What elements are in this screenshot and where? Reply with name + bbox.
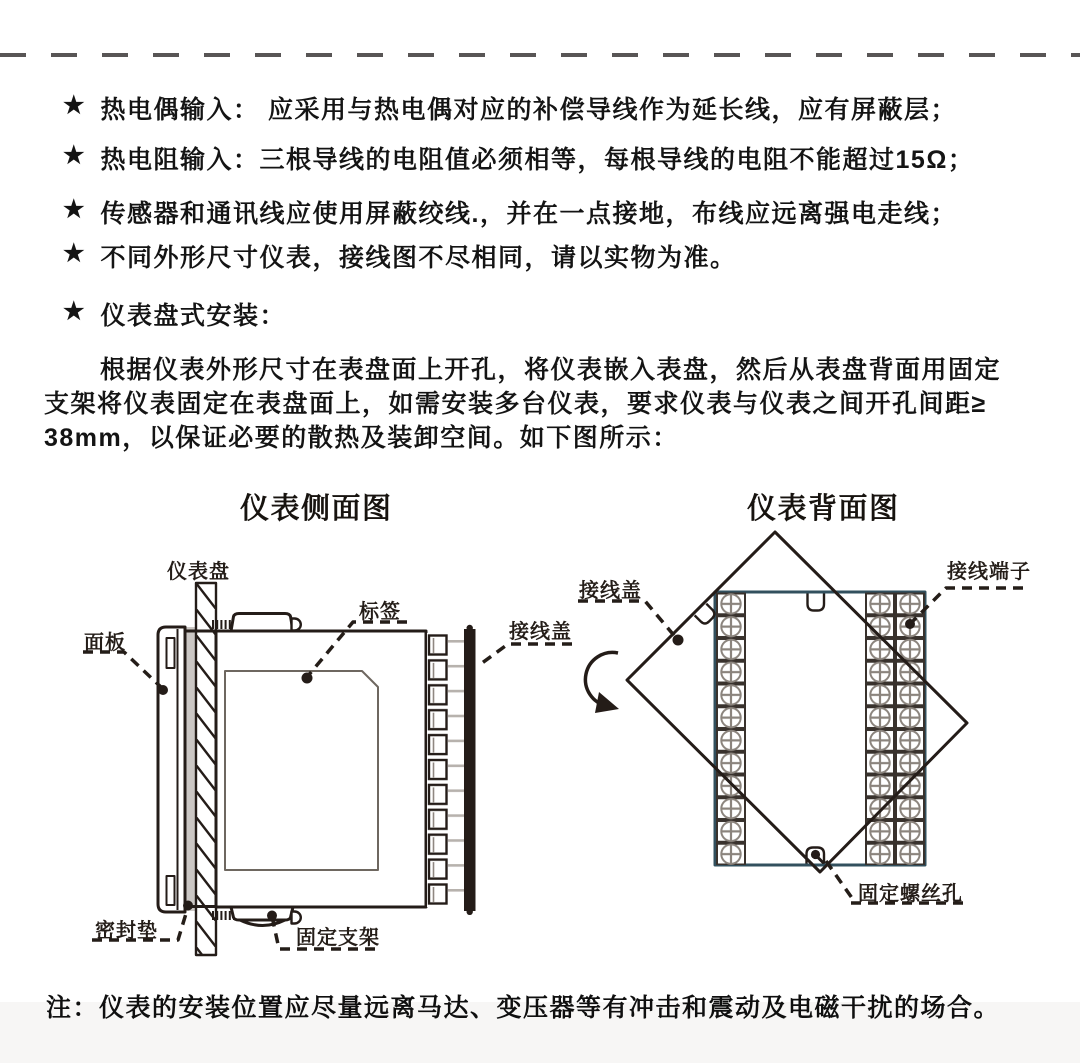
side-view-title: 仪表侧面图 [240, 493, 393, 525]
star-bullet-icon: ★ [63, 298, 85, 325]
star-bullet-icon: ★ [63, 142, 85, 169]
terminal-column-right-b [895, 593, 925, 866]
terminal-column-left [716, 593, 746, 866]
back-label-wiring-cover: 接线盖 [579, 580, 642, 602]
section-header-text: 仪表盘式安装： [100, 302, 287, 330]
bullet-item [63, 90, 957, 126]
front-panel-shape [158, 627, 185, 912]
star-bullet-icon: ★ [63, 196, 85, 223]
bullet-text: 不同外形尺寸仪表，接线图不尽相同，请以实物为准。 [100, 244, 737, 272]
bullet-text: 热电偶输入： 应采用与热电偶对应的补偿导线作为延长线，应有屏蔽层； [100, 96, 957, 124]
fixing-bracket-bottom [212, 907, 301, 926]
bullet-text: 热电阻输入：三根导线的电阻值必须相等，每根导线的电阻不能超过15Ω； [100, 146, 975, 174]
star-bullet-icon: ★ [63, 240, 85, 267]
back-view-drawing [578, 532, 1023, 903]
side-label-seal-gasket: 密封垫 [95, 920, 158, 942]
bullet-item [63, 194, 957, 230]
callout-dot-bracket [267, 911, 277, 921]
side-label-wiring-cover: 接线盖 [509, 621, 572, 643]
paragraph-line: 支架将仪表固定在表盘面上，如需安装多台仪表，要求仪表与仪表之间开孔间距≥ [44, 390, 987, 418]
callout-dot-gasket [183, 901, 193, 911]
top-latch-tab [808, 594, 825, 611]
callout-dot-terminal [905, 619, 915, 629]
paragraph-line: 38mm，以保证必要的散热及装卸空间。如下图所示： [44, 424, 679, 452]
back-label-screw-hole: 固定螺丝孔 [858, 883, 963, 905]
bullet-item [63, 238, 737, 274]
side-label-panel-board: 仪表盘 [167, 561, 230, 583]
wiring-cover-bar [464, 625, 476, 915]
callout-dot-front-panel [158, 685, 168, 695]
mounting-panel-hatched-bar [196, 583, 216, 955]
side-label-front-panel: 面板 [84, 632, 126, 654]
side-view-drawing [83, 583, 572, 955]
fixing-bracket-top [212, 614, 301, 632]
back-label-terminals: 接线端子 [947, 561, 1031, 583]
bottom-note: 注：仪表的安装位置应尽量远离马达、变压器等有冲击和震动及电磁干扰的场合。 [46, 994, 1001, 1022]
terminal-rungs [448, 640, 465, 906]
side-label-fixing-bracket: 固定支架 [296, 927, 380, 949]
callout-dot-cover [673, 635, 684, 646]
bullet-text: 传感器和通讯线应使用屏蔽绞线.，并在一点接地，布线应远离强电走线； [100, 200, 957, 228]
label-sticker-shape [225, 671, 378, 870]
bullet-item-section-header [63, 296, 286, 332]
bullet-item [63, 140, 974, 176]
side-label-sticker: 标签 [359, 601, 401, 623]
callout-dot-sticker [302, 673, 313, 684]
rotation-arrow [585, 652, 619, 713]
top-dashed-divider [0, 53, 1080, 57]
terminal-column-right-a [865, 593, 895, 866]
star-bullet-icon: ★ [63, 92, 85, 119]
back-view-title: 仪表背面图 [747, 493, 900, 525]
paragraph-line: 根据仪表外形尺寸在表盘面上开孔，将仪表嵌入表盘，然后从表盘背面用固定 [100, 356, 1002, 384]
